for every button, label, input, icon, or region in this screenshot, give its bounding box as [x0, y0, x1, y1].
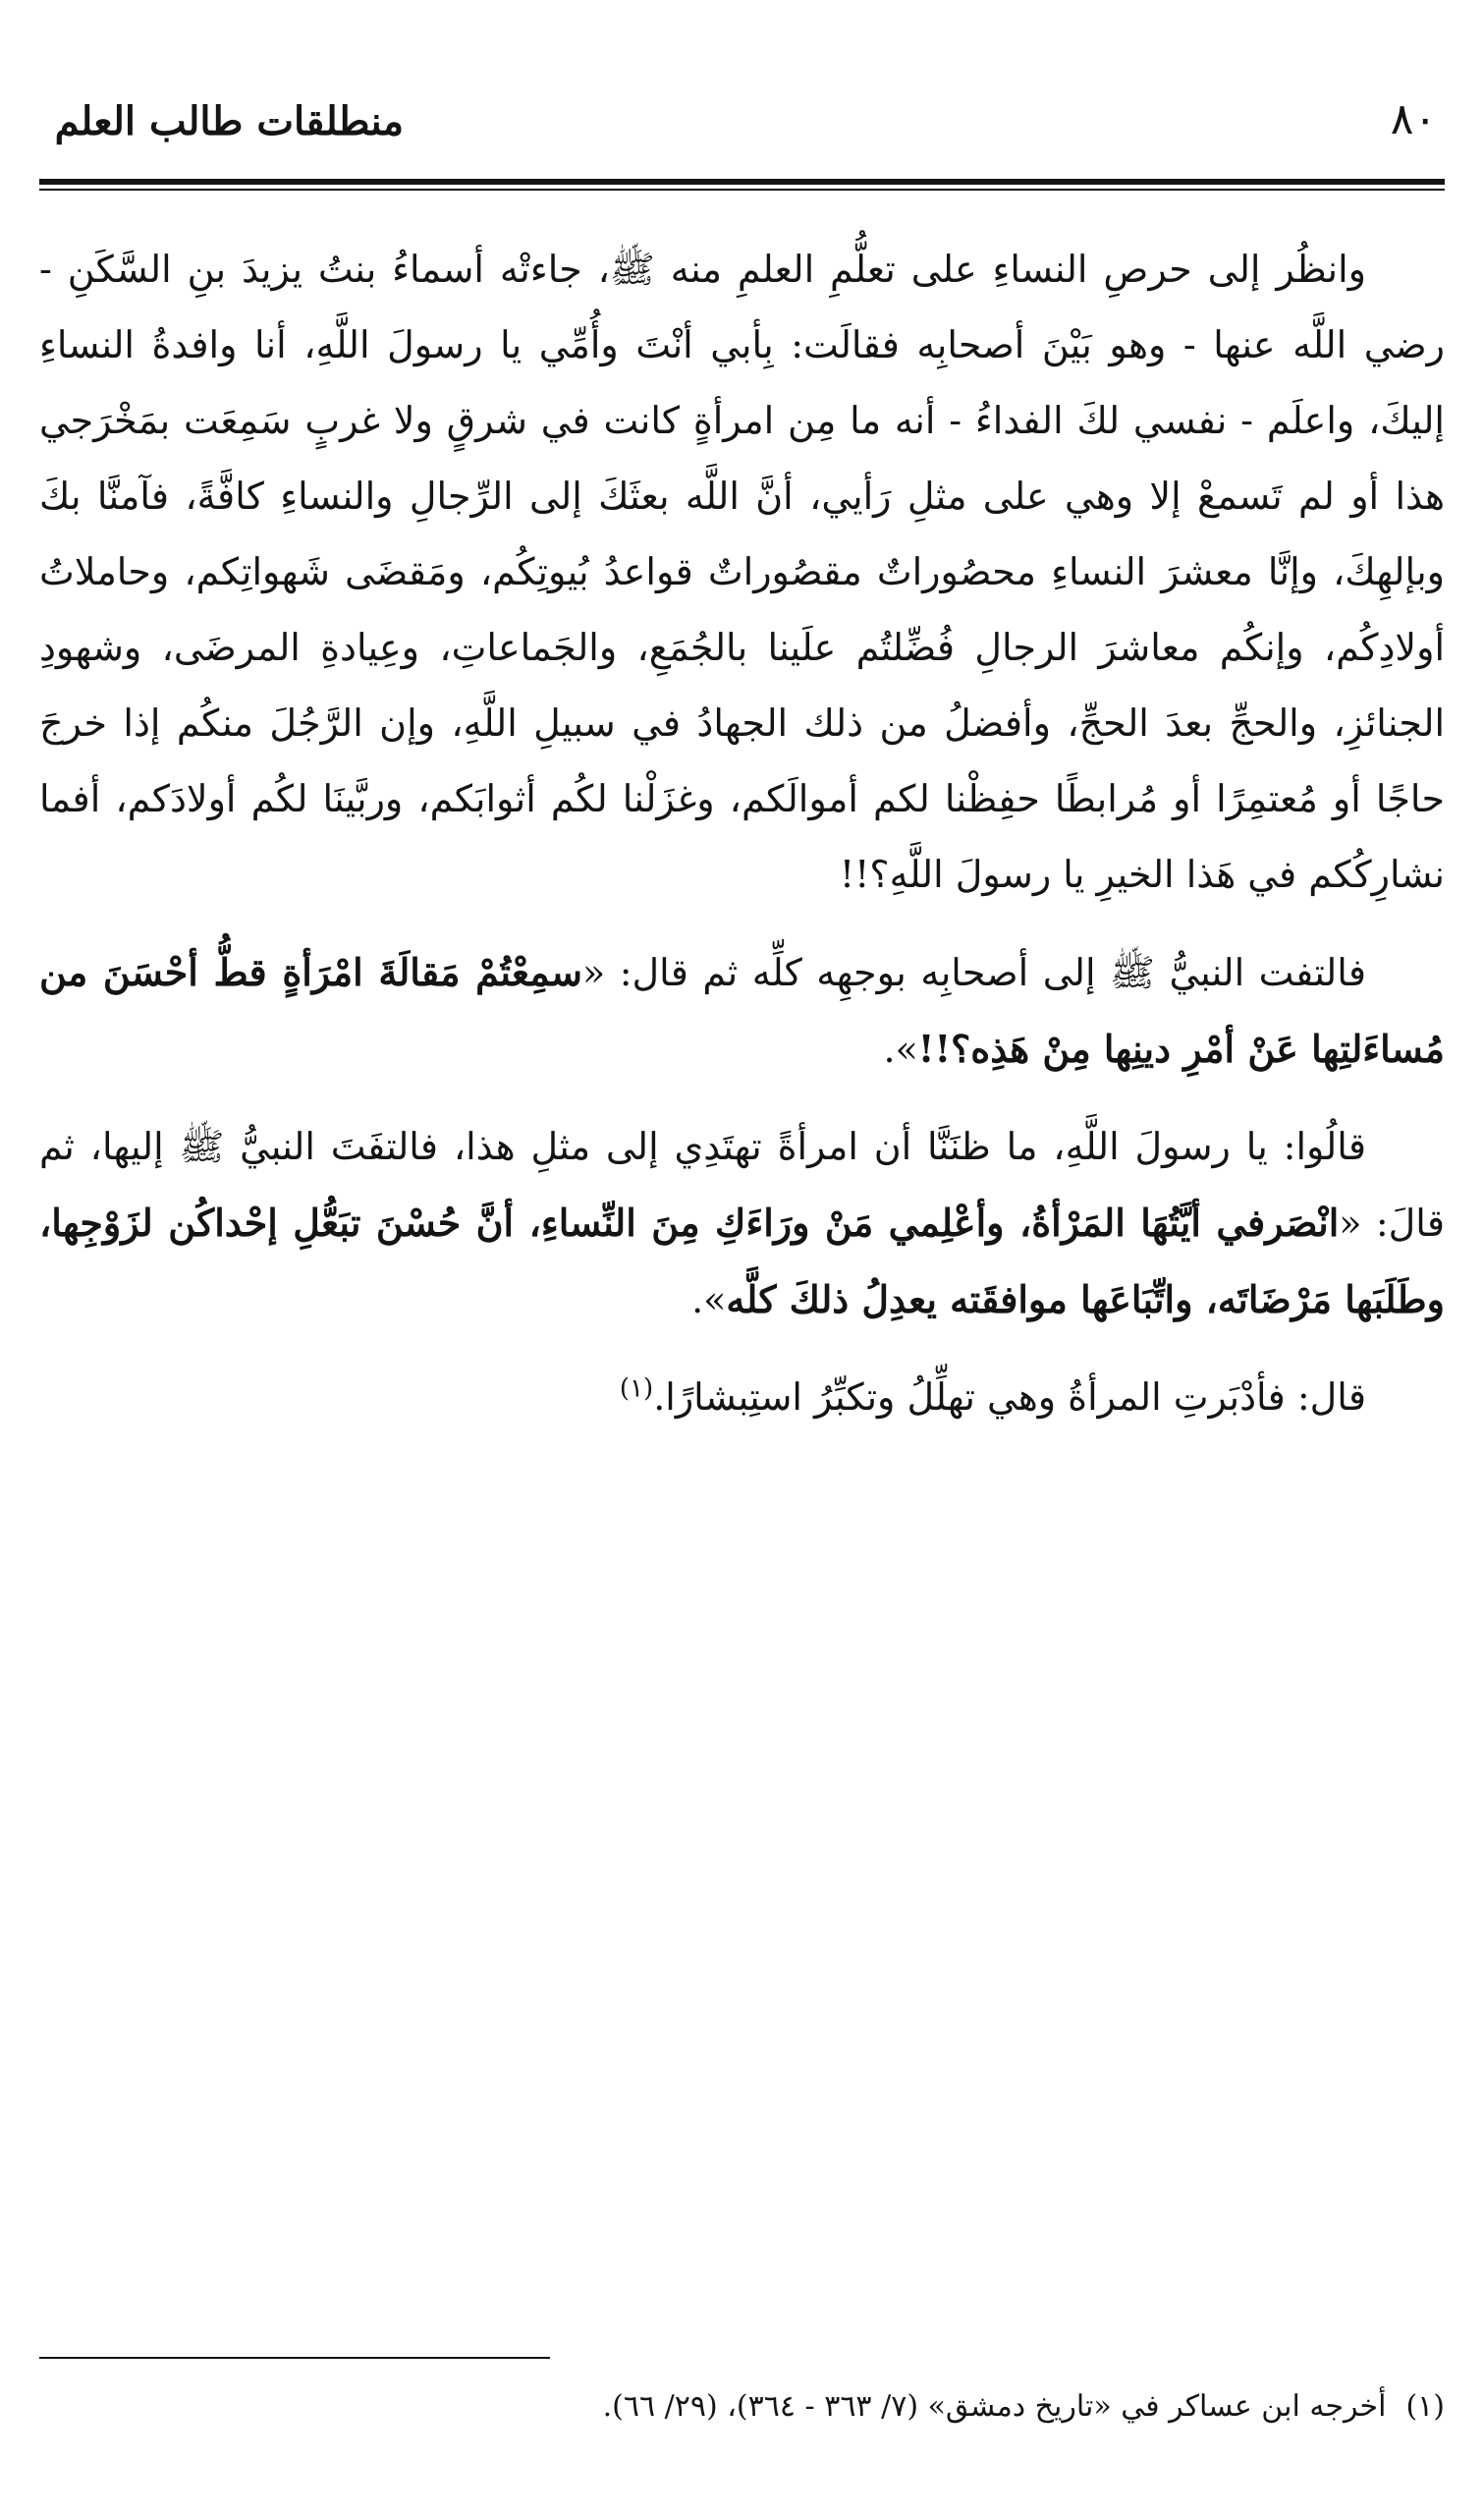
footnote: [39, 2377, 1445, 2436]
paragraph-3-end: ».: [691, 1278, 727, 1321]
hadith-quote-2: انْصَرفي أيَّتُهَا المَرْأةُ، وأعْلِمي مَنْ ورَاءَكِ مِنَ النِّساءِ، أنَّ حُسْنَ تبَعُّلِ إحْداكُن لزَوْجِها، وطَلَبَها مَرْضَاتَه، واتِّبَاعَها موافقَته يعدِلُ ذلكَ كلَّه: [39, 1201, 1445, 1321]
main-text: [39, 232, 1445, 1457]
running-title: منطلقات طالب العلم: [54, 98, 404, 144]
footnote-text: أخرجه ابن عساكر في «تاريخ دمشق» (٧/ ٣٦٣ - ٣٦٤)، (٢٩/ ٦٦).: [602, 2389, 1387, 2424]
paragraph-3: [39, 1109, 1445, 1338]
footnote-reference[interactable]: (١): [619, 1373, 654, 1404]
footnote-number: (١): [1405, 2389, 1445, 2424]
paragraph-2-end: ».: [883, 1028, 918, 1071]
paragraph-1: وانظُر إلى حرصِ النساءِ على تعلُّمِ العلمِ منه ﷺ، جاءتْه أسماءُ بنتُ يزيدَ بنِ السَّكَنِ - رضي اللَّه عنها - وهو بَيْنَ أصحابِه فقالَت: بِأبي أنْتَ وأُمِّي يا رسولَ اللَّهِ، أنا وافدةُ النساءِ إليكَ، واعلَم - نفسي لكَ الفداءُ - أنه ما مِن امرأةٍ كانت في شرقٍ ولا غربٍ سَمِعَت بمَخْرَجي هذا أو لم تَسمعْ إلا وهي على مثلِ رَأيي، أنَّ اللَّه بعثَكَ إلى الرِّجالِ والنساءِ كافَّةً، فآمنَّا بكَ وبإلهِكَ، وإنَّا معشرَ النساءِ محصُوراتٌ مقصُوراتٌ قواعدُ بُيوتِكُم، ومَقضَى شَهواتِكم، وحاملاتُ أولادِكُم، وإنكُم معاشرَ الرجالِ فُضِّلتُم علَينا بالجُمَعِ، والجَماعاتِ، وعِيادةِ المرضَى، وشهودِ الجنائزِ، والحجِّ بعدَ الحجِّ، وأفضلُ من ذلك الجهادُ في سبيلِ اللَّهِ، وإن الرَّجُلَ منكُم إذا خرجَ حاجًا أو مُعتمِرًا أو مُرابطًا حفِظْنا لكم أموالَكم، وغزَلْنا لكُم أثوابَكم، وربَّينَا لكُم أولادَكم، أفما نشارِكُكم في هَذا الخيرِ يا رسولَ اللَّهِ؟!!: [39, 248, 1445, 896]
header-rule-thin: [39, 189, 1445, 191]
header-rule-thick: [39, 179, 1445, 185]
paragraph-3-intro: قالُوا: يا رسولَ اللَّهِ، ما ظنَنَّا أن امرأةً تهتَدِي إلى مثلِ هذا، فالتفَتَ النبيُّ ﷺ إليها، ثم قالَ: «: [39, 1125, 1446, 1245]
paragraph-4: [39, 1360, 1445, 1435]
paragraph-2: [39, 934, 1445, 1088]
page-number: ٨٠: [1390, 94, 1437, 144]
hadith-quote-1: سمِعْتُمْ مَقالَةَ امْرَأةٍ قطُّ أحْسَنَ من مُساءَلتِها عَنْ أمْرِ دينِها مِنْ هَذِه؟!!: [39, 950, 1445, 1071]
paragraph-4-text: قال: فأدْبَرتِ المرأةُ وهي تهلِّلُ وتكبِّرُ استِبشارًا.: [653, 1375, 1366, 1419]
paragraph-2-intro: فالتفت النبيُّ ﷺ إلى أصحابِه بوجهِه كلِّه ثم قال: «: [581, 951, 1367, 994]
footnote-separator: [39, 2357, 550, 2359]
